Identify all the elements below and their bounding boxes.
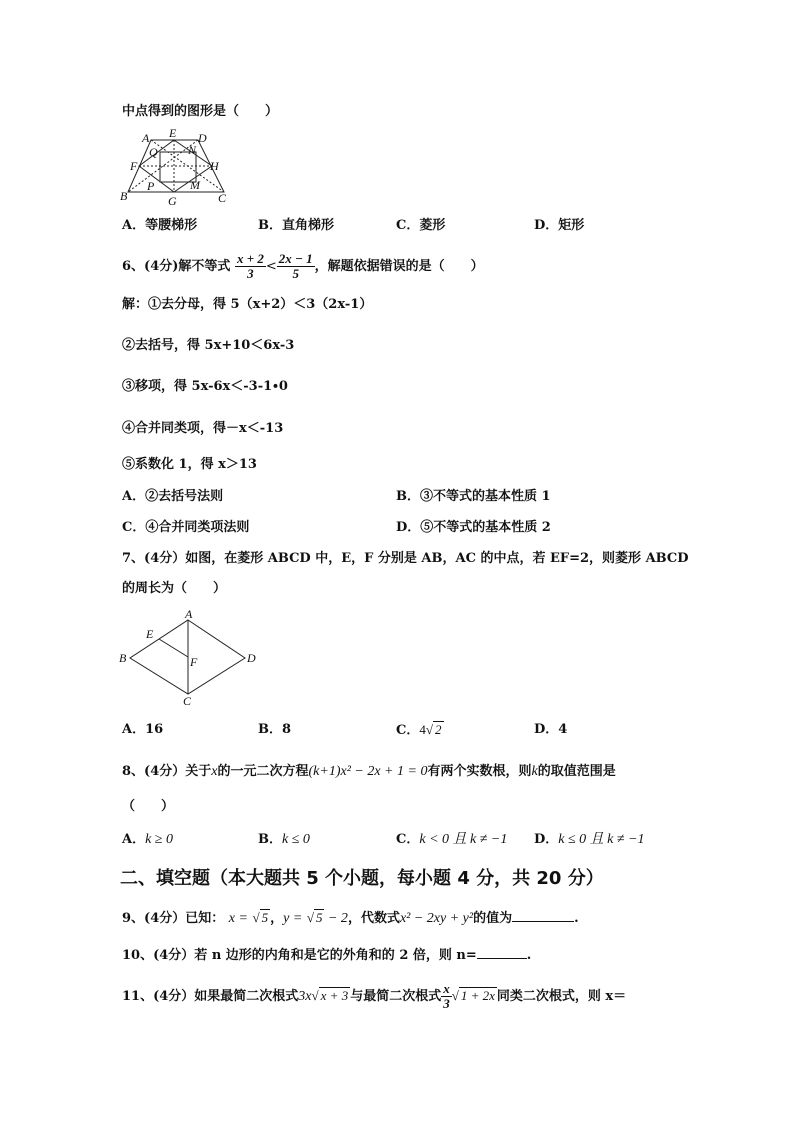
q10-stem: 10、(4分）若 n 边形的内角和是它的外角和的 2 倍，则 n= . [122,948,532,963]
q7-option-a[interactable]: A．16 [122,722,164,737]
q8-option-d[interactable]: D．k ≤ 0 且 k ≠ −1 [534,832,645,847]
q6-step-2: ②去括号，得 5x+10＜6x-3 [122,338,295,353]
q6-fraction-2: $\frac{2x - 1}{5}$ [278,251,313,281]
q8-option-a[interactable]: A．k ≥ 0 [122,832,173,847]
q8-equation: (k+1)x² − 2x + 1 = 0 [308,764,428,779]
q7-option-b[interactable]: B．8 [258,722,292,737]
fig-label-G: G [168,194,177,208]
q6-option-d[interactable]: D．⑤不等式的基本性质 2 [396,520,551,535]
q5-option-d[interactable]: D．矩形 [534,218,585,233]
fig7-label-D: D [247,651,256,665]
q5-option-a[interactable]: A．等腰梯形 [122,218,198,233]
fig-label-A: A [142,131,150,145]
q6-option-b[interactable]: B．③不等式的基本性质 1 [396,489,551,504]
fig-label-H: H [210,159,219,173]
q10-answer-blank[interactable] [477,946,527,959]
q11-stem: 11、(4分）如果最简二次根式3x√ x + 3 与最简二次根式 $\frac{x}{3}$ √ 1 + 2x 同类二次根式，则 x＝ [122,981,627,1011]
fig-label-C: C [218,191,227,205]
fig-label-M: M [190,178,200,192]
q6-stem: 6、(4分)解不等式 $\frac{x + 2}{3}$ < $\frac{2x - 1}{5}$ ，解题依据错误的是（ ） [122,251,484,281]
fig7-label-E: E [146,627,154,641]
q6-lt: < [265,259,277,274]
q11-fraction: $\frac{x}{3}$ [443,981,450,1011]
q6-number: 6、(4分) [122,259,179,274]
fig-label-D: D [198,131,207,145]
section-2-heading: 二、填空题（本大题共 5 个小题，每小题 4 分，共 20 分） [120,868,604,889]
q8-stem: 8、(4分）关于x的一元二次方程(k+1)x² − 2x + 1 = 0有两个实数根，则k的取值范围是 [122,764,616,779]
fig7-label-C: C [183,694,192,708]
q7-stem-line2: 的周长为（ ） [122,581,227,596]
q7-option-d[interactable]: D．4 [534,722,568,737]
q6-step-5: ⑤系数化 1，得 x＞13 [122,457,257,472]
q7-rhombus-figure [116,608,266,708]
fig7-label-B: B [119,651,127,665]
fig-label-E: E [169,128,177,140]
q8-option-b[interactable]: B．k ≤ 0 [258,832,310,847]
fig-label-F: F [130,159,138,173]
q5-trapezoid-figure [118,128,228,208]
q6-step-1: 解：①去分母，得 5（x+2）＜3（2x-1） [122,297,373,312]
fig-label-P: P [147,179,155,193]
q8-option-c[interactable]: C．k < 0 且 k ≠ −1 [396,832,508,847]
q5-option-c[interactable]: C．菱形 [396,218,446,233]
q6-option-a[interactable]: A．②去括号法则 [122,489,224,504]
fig7-label-F: F [190,655,198,669]
q8-paren: （ ） [122,799,175,814]
q9-stem: 9、(4分）已知： x = √ 5 ，y = √ 5 − 2，代数式x² − 2xy + y²的值为 . [122,910,579,926]
q5-option-b[interactable]: B．直角梯形 [258,218,335,233]
q6-option-c[interactable]: C．④合并同类项法则 [122,520,250,535]
q7-option-c[interactable]: C．4√ 2 [396,722,442,738]
fig-label-N: N [188,143,197,157]
fig7-label-A: A [185,608,193,621]
segment-ef [159,639,188,657]
q7-stem-line1: 7、(4分）如图，在菱形 ABCD 中，E，F 分别是 AB，AC 的中点，若 EF=2，则菱形 ABCD [122,551,689,566]
q9-answer-blank[interactable] [512,909,574,922]
fig-label-B: B [120,189,128,203]
q5-stem-tail: 中点得到的图形是（ ） [122,104,279,119]
q6-fraction-1: $\frac{x + 2}{3}$ [236,251,264,281]
fig-label-Q: Q [149,145,158,159]
q6-step-3: ③移项，得 5x-6x＜-3-1∙0 [122,379,288,394]
q6-step-4: ④合并同类项，得－x＜-13 [122,421,284,436]
